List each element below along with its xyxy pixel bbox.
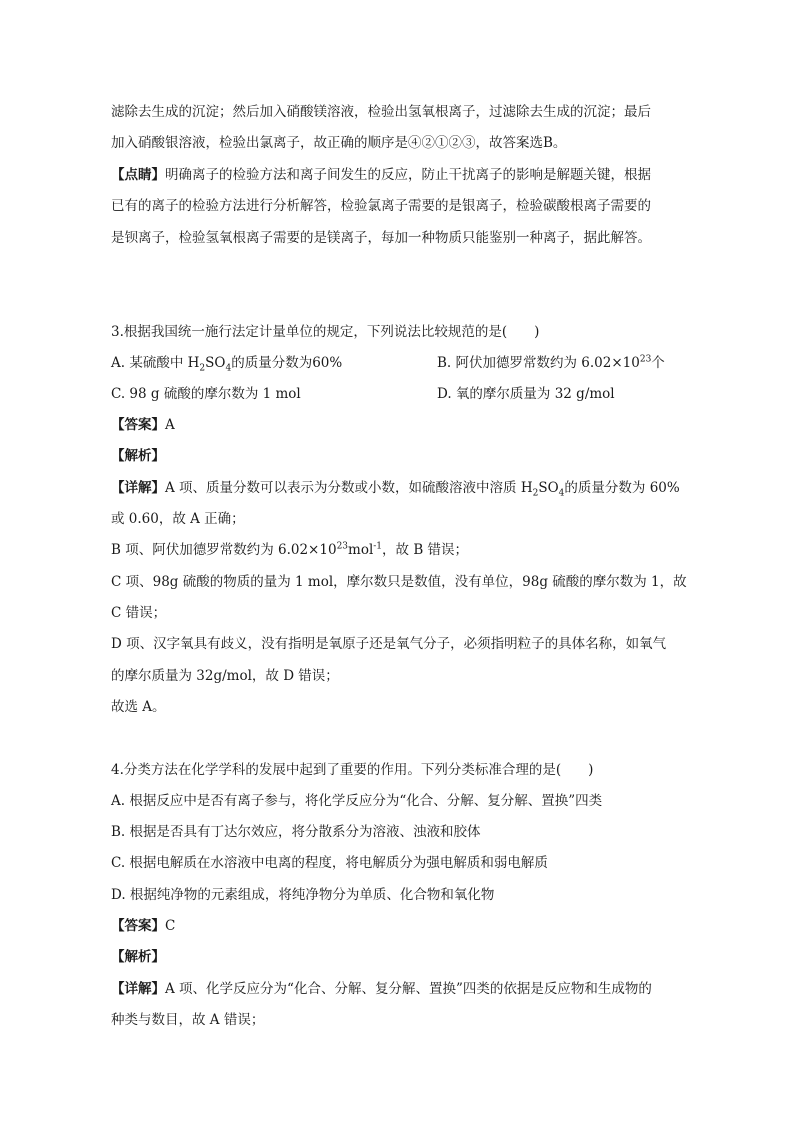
q3-detail-3-post: ，故 B 错误；	[382, 542, 469, 558]
q3-answer-tag: 【答案】	[111, 417, 165, 433]
intro-line-2: 加入硝酸银溶液，检验出氯离子，故正确的顺序是④②①②③，故答案选B。	[111, 135, 567, 151]
q3-detail-3-unit: mol	[348, 542, 374, 558]
q4-detail-tag: 【详解】	[111, 981, 165, 997]
q3-detail-3-text: B 项、阿伏加德罗常数约为 6.02×10	[111, 542, 337, 558]
q4-option-c: C. 根据电解质在水溶液中电离的程度，将电解质分为强电解质和弱电解质	[111, 855, 548, 871]
q3-answer-value: A	[165, 417, 175, 433]
pointer-tag: 【点睛】	[111, 167, 165, 183]
q4-answer-tag: 【答案】	[111, 918, 165, 934]
intro-line-5: 是钡离子，检验氢氧根离子需要的是镁离子，每加一种物质只能鉴别一种离子，据此解答。	[111, 230, 651, 246]
q3-detail-1	[111, 478, 684, 498]
q3-option-c: C. 98 g 硫酸的摩尔数为 1 mol	[111, 386, 301, 402]
intro-line-4: 已有的离子的检验方法进行分析解答，检验氯离子需要的是银离子，检验碳酸根离子需要的	[111, 198, 651, 214]
q4-analysis-tag: 【解析】	[111, 949, 165, 965]
q3-detail-1-post: 的质量分数为 60%	[564, 480, 680, 496]
q4-option-b: B. 根据是否具有丁达尔效应，将分散系分为溶液、浊液和胶体	[111, 824, 481, 840]
q4-detail-1-text: A 项、化学反应分为“化合、分解、复分解、置换”四类的依据是反应物和生成物的	[165, 981, 652, 997]
intro-line-1: 滤除去生成的沉淀；然后加入硝酸镁溶液，检验出氢氧根离子，过滤除去生成的沉淀；最后	[111, 104, 651, 120]
q4-answer	[111, 916, 684, 936]
q4-detail-1	[111, 979, 684, 999]
q3-option-a-post: 的质量分数为60%	[231, 355, 343, 371]
q3-detail-4: C 项、98g 硫酸的物质的量为 1 mol，摩尔数只是数值，没有单位，98g 硫酸的摩尔数为 1，故	[111, 574, 687, 590]
q3-option-b	[437, 353, 665, 373]
q3-option-a-mid: SO	[205, 355, 226, 371]
q3-detail-1-sub: 2	[532, 488, 539, 499]
q4-stem: 4.分类方法在化学学科的发展中起到了重要的作用。下列分类标准合理的是( )	[111, 762, 594, 778]
q3-detail-tag: 【详解】	[111, 480, 165, 496]
q3-detail-1-mid: SO	[538, 480, 559, 496]
q3-detail-2: 或 0.60，故 A 正确；	[111, 511, 245, 527]
q3-detail-3	[111, 540, 684, 560]
q4-option-d: D. 根据纯净物的元素组成，将纯净物分为单质、化合物和氧化物	[111, 887, 495, 903]
q4-detail-2: 种类与数目，故 A 错误；	[111, 1012, 265, 1028]
q3-stem: 3.根据我国统一施行法定计量单位的规定，下列说法比较规范的是( )	[111, 324, 540, 340]
q3-detail-1-sub2: 4	[558, 488, 565, 499]
q3-detail-5: C 错误；	[111, 605, 167, 621]
q4-answer-value: C	[165, 918, 176, 934]
pointer-text: 明确离子的检验方法和离子间发生的反应，防止干扰离子的影响是解题关键，根据	[165, 167, 651, 183]
q3-option-a	[111, 353, 342, 373]
q3-detail-7: 的摩尔质量为 32g/mol，故 D 错误；	[111, 668, 339, 684]
q3-detail-3-sup2: -1	[373, 541, 383, 552]
q3-conclusion: 故选 A。	[111, 699, 166, 715]
q3-option-a-sub2: 4	[225, 363, 232, 374]
intro-line-3	[111, 165, 684, 185]
q3-option-a-sub: 2	[199, 363, 206, 374]
q3-option-d: D. 氧的摩尔质量为 32 g/mol	[437, 386, 615, 402]
q3-option-b-text: B. 阿伏加德罗常数约为 6.02×10	[437, 355, 640, 371]
q3-option-b-sup: 23	[639, 354, 652, 365]
q3-detail-1-text: A 项、质量分数可以表示为分数或小数，如硫酸溶液中溶质 H	[165, 480, 533, 496]
q3-detail-6: D 项、汉字氧具有歧义，没有指明是氧原子还是氧气分子，必须指明粒子的具体名称，如氧气	[111, 636, 667, 652]
q3-analysis-tag: 【解析】	[111, 448, 165, 464]
q3-detail-3-sup: 23	[336, 541, 349, 552]
q3-option-b-post: 个	[651, 355, 665, 371]
q3-option-a-text: A. 某硫酸中 H	[111, 355, 200, 371]
q4-option-a: A. 根据反应中是否有离子参与，将化学反应分为“化合、分解、复分解、置换”四类	[111, 793, 603, 809]
q3-answer	[111, 415, 684, 435]
